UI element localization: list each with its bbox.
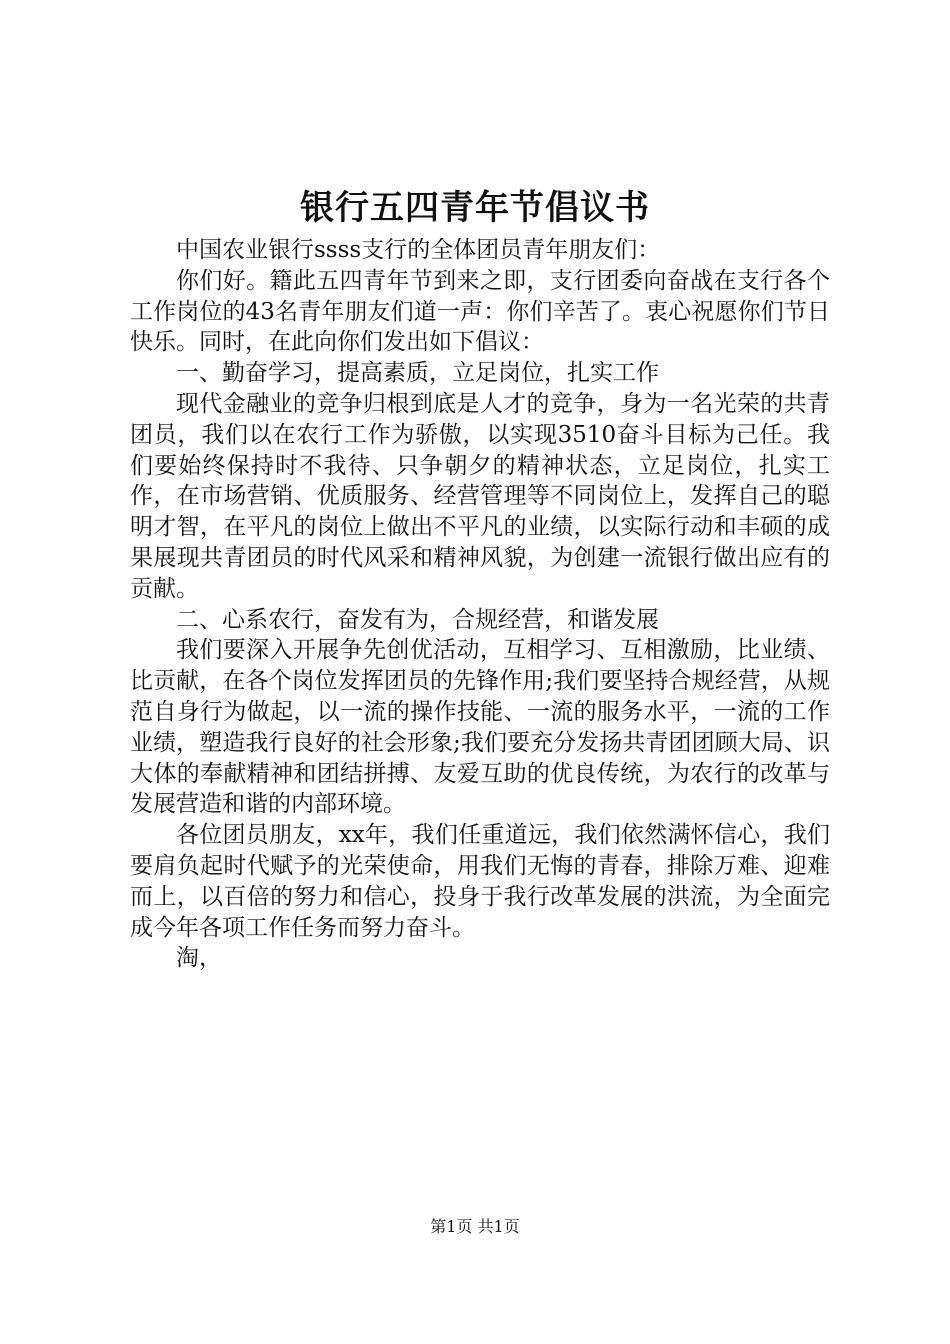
section-heading-1: 一、勤奋学习，提高素质，立足岗位，扎实工作 [176, 360, 659, 387]
document-title: 银行五四青年节倡议书 [300, 188, 650, 228]
section-heading-2: 二、心系农行，奋发有为，合规经营，和谐发展 [176, 606, 659, 633]
salutation: 中国农业银行ssss支行的全体团员青年朋友们： [176, 237, 661, 263]
closing-paragraph: 各位团员朋友，xx年，我们任重道远，我们依然满怀信心，我们要肩负起时代赋予的光荣使命，用我们无悔的青春，排除万难、迎难而上，以百倍的努力和信心，投身于我行改革发展的洪流，为全面完成今年各项工作任务而努力奋斗。 [130, 822, 830, 941]
greeting-paragraph: 你们好。籍此五四青年节到来之即，支行团委向奋战在支行各个工作岗位的43名青年朋友们道一声：你们辛苦了。衷心祝愿你们节日快乐。同时，在此向你们发出如下倡议： [130, 267, 830, 356]
section-1-paragraph: 现代金融业的竞争归根到底是人才的竞争，身为一名光荣的共青团员，我们以在农行工作为骄傲，以实现3510奋斗目标为己任。我们要始终保持时不我待、只争朝夕的精神状态，立足岗位，扎实工作，在市场营销、优质服务、经营管理等不同岗位上，发挥自己的聪明才智，在平凡的岗位上做出不平凡的业绩，以实际行动和丰硕的成果展现共青团员的时代风采和精神风貌，为创建一流银行做出应有的贡献。 [130, 390, 830, 602]
trailing-text: 淘， [176, 945, 222, 972]
page-footer: 第1页 共1页 [430, 1217, 520, 1236]
section-2-paragraph: 我们要深入开展争先创优活动，互相学习、互相激励，比业绩、比贡献，在各个岗位发挥团员的先锋作用;我们要坚持合规经营，从规范自身行为做起，以一流的操作技能、一流的服务水平，一流的工作业绩，塑造我行良好的社会形象;我们要充分发扬共青团团顾大局、识大体的奉献精神和团结拼搏、友爱互助的优良传统，为农行的改革与发展营造和谐的内部环境。 [130, 637, 830, 818]
document-body [130, 235, 830, 974]
